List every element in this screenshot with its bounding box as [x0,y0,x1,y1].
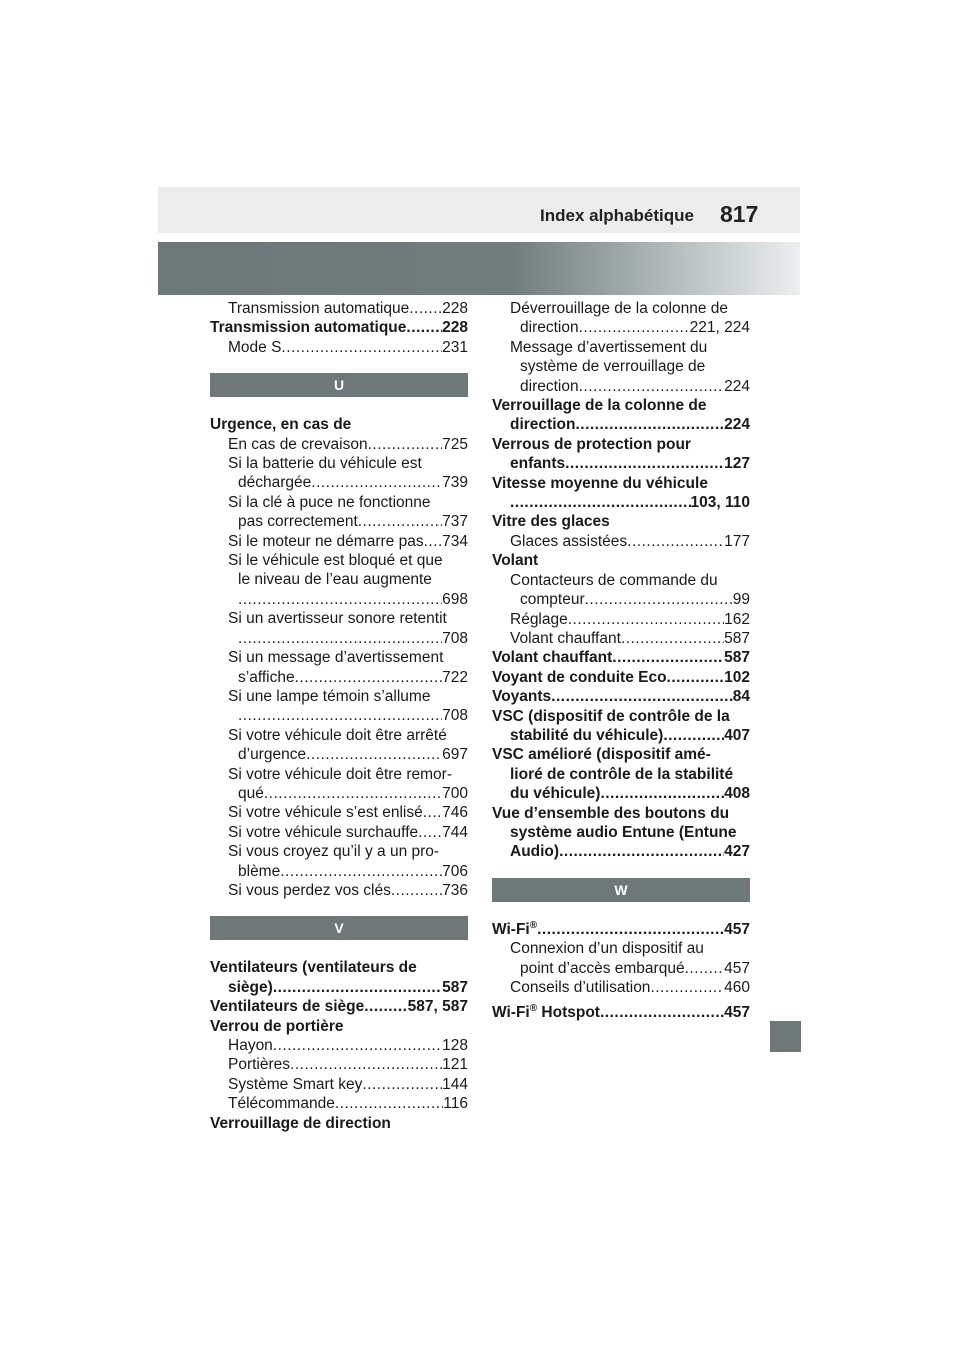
page-ref: 127 [724,455,750,473]
index-subentry [210,648,468,667]
index-subentry [210,299,468,318]
dot-leader [579,377,725,396]
index-entry [492,435,750,454]
index-subentry [492,532,750,551]
dot-leader [585,590,733,609]
entry-text: Contacteurs de commande du [510,571,718,589]
index-subentry [492,571,750,590]
index-entry [210,997,468,1016]
index-entry [492,454,750,473]
page-ref: 116 [443,1095,468,1113]
entry-text: Si votre véhicule doit être arrêté [228,726,447,744]
page-ref: 228 [442,319,468,337]
dot-leader [362,1075,442,1094]
dot-leader [368,435,443,454]
entry-text: lioré de contrôle de la stabilité [510,765,734,783]
entry-text: Si la batterie du véhicule est [228,455,422,473]
index-subentry [210,784,468,803]
dot-leader [575,415,724,434]
page-ref: 224 [724,416,750,434]
entry-text: enfants [510,455,566,473]
dot-leader [685,959,725,978]
index-entry [492,396,750,415]
index-subentry [210,803,468,822]
index-subentry [210,668,468,687]
index-subentry [210,473,468,492]
index-subentry [210,687,468,706]
entry-text: En cas de crevaison [228,435,368,453]
index-subentry [492,338,750,357]
entry-text: blème [238,862,281,880]
dot-leader [311,473,442,492]
entry-text: Ventilateurs de siège [210,998,365,1016]
index-subentry [210,435,468,454]
index-subentry [210,862,468,881]
index-entry [210,978,468,997]
page-ref: 587, 587 [407,998,468,1016]
entry-text: Si votre véhicule s’est enlisé [228,804,423,822]
index-entry [492,765,750,784]
entry-text: qué [238,784,264,802]
index-entry [492,415,750,434]
entry-text: Conseils d’utilisation [510,979,651,996]
entry-text: compteur [520,591,585,609]
dot-leader [290,1055,442,1074]
page-ref: 128 [442,1037,468,1054]
index-entry [492,707,750,726]
page-ref: 144 [442,1075,468,1093]
page-ref: 708 [442,707,468,725]
index-entry [492,687,750,706]
page-ref: 700 [442,784,468,802]
dot-leader [280,862,442,881]
index-entry [492,648,750,667]
entry-text: Glaces assistées [510,532,628,550]
index-subentry [492,377,750,396]
index-column-left [210,299,468,1133]
index-entry [492,512,750,531]
page-ref: 708 [442,629,468,647]
entry-text: Si une lampe témoin s’allume [228,687,431,705]
entry-text: Urgence, en cas de [210,416,352,434]
index-subentry [210,532,468,551]
page-ref: 739 [442,474,468,492]
dot-leader [568,610,724,629]
entry-text: stabilité du véhicule) [510,726,664,744]
index-subentry [210,551,468,570]
entry-text: point d’accès embarqué [520,959,685,977]
page-ref: 706 [442,862,468,880]
entry-text: pas correctement [238,513,358,531]
entry-text: Ventilateurs (ventilateurs de [210,959,417,977]
entry-text: Verrou de portière [210,1017,344,1035]
dot-leader [510,493,691,512]
index-entry [492,474,750,493]
index-entry [492,1003,750,1022]
entry-text: Transmission automatique [228,300,410,317]
dot-leader [358,512,442,531]
dot-leader [264,784,442,803]
entry-text: siège) [228,978,273,996]
entry-text: Vitre des glaces [492,513,610,531]
page-ref: 99 [732,591,750,609]
entry-text: Si un avertisseur sonore retentit [228,610,447,628]
header-bar [158,187,800,233]
entry-text: Vue d’ensemble des boutons du [492,804,730,822]
entry-text: Portières [228,1056,291,1074]
page-ref: 177 [724,532,750,550]
page-ref: 221, 224 [689,319,750,337]
index-subentry [492,318,750,337]
dot-leader [273,1036,442,1055]
page-ref: 736 [442,881,468,899]
page-ref: 103, 110 [690,494,750,512]
dot-leader [600,784,724,803]
section-letter-band: V [210,916,468,940]
index-subentry [210,1075,468,1094]
entry-text: système audio Entune (Entune [510,823,737,841]
index-subentry [210,765,468,784]
page-ref: 457 [724,920,750,938]
dot-leader [238,629,442,648]
entry-text: direction [520,377,579,395]
dot-leader [238,706,442,725]
index-subentry [210,338,468,357]
index-entry [210,318,468,337]
index-subentry [492,357,750,376]
index-column-right [492,299,750,1023]
index-subentry [492,299,750,318]
entry-text: Verrous de protection pour [492,435,691,453]
index-subentry [210,454,468,473]
index-entry [492,784,750,803]
dot-leader [281,338,442,357]
entry-text: le niveau de l’eau augmente [238,571,432,589]
dot-leader [335,1094,443,1113]
dot-leader [559,842,724,861]
index-subentry [492,629,750,648]
page-ref: 228 [442,300,468,317]
page-ref: 722 [442,668,468,686]
index-subentry [210,823,468,842]
entry-text: déchargée [238,474,312,492]
decorative-band [158,242,800,295]
entry-text: Hotspot [537,1004,600,1022]
index-entry [492,842,750,861]
dot-leader [537,920,724,939]
entry-text: Si le véhicule est bloqué et que [228,552,443,570]
index-subentry [210,1036,468,1055]
index-subentry [210,745,468,764]
index-subentry [210,512,468,531]
dot-leader [627,532,724,551]
page-ref: 744 [442,823,468,841]
entry-text: Mode S [228,338,282,356]
entry-text: Vitesse moyenne du véhicule [492,474,708,492]
index-subentry [210,1055,468,1074]
entry-text: du véhicule) [510,785,601,803]
section-tab [770,1021,801,1052]
entry-text: direction [510,416,576,434]
page-ref: 102 [724,668,750,686]
dot-leader [621,629,724,648]
page-ref: 408 [724,785,750,803]
index-entry [492,493,750,512]
index-subentry [210,629,468,648]
dot-leader [579,318,690,337]
page-number: 817 [720,201,759,227]
dot-leader [565,454,724,473]
index-entry [492,668,750,687]
entry-text: Si le moteur ne démarre pas [228,532,424,550]
entry-text: d’urgence [238,746,307,764]
page-title: Index alphabétique [540,206,694,225]
page-ref: 734 [442,532,468,550]
entry-text: Hayon [228,1037,273,1054]
index-entry [492,551,750,570]
dot-leader [424,532,443,551]
page-ref: 460 [724,979,750,996]
dot-leader [600,1003,724,1022]
entry-text: Volant chauffant [510,629,621,647]
index-entry [210,958,468,977]
page-ref: 457 [724,1004,750,1022]
entry-text: VSC amélioré (dispositif amé- [492,746,711,764]
entry-text: Réglage [510,610,568,628]
entry-text: Wi-Fi [492,920,530,938]
entry-text: Audio) [510,843,560,861]
index-entry [210,1114,468,1133]
dot-leader [391,881,442,900]
page-ref: 587 [442,978,468,996]
index-subentry [492,939,750,958]
dot-leader [551,687,733,706]
index-subentry [210,881,468,900]
dot-leader [650,978,724,997]
index-entry [492,726,750,745]
entry-text: Voyant de conduite Eco [492,668,667,686]
page-ref: 427 [724,843,750,861]
index-subentry [210,706,468,725]
entry-text: Si vous perdez vos clés [228,881,391,899]
page-ref: 162 [724,610,750,628]
page-ref: 737 [442,513,468,531]
dot-leader [295,668,443,687]
entry-text: Télécommande [228,1095,335,1113]
index-entry [492,804,750,823]
entry-text: Volant chauffant [492,649,613,667]
page-ref: 587 [724,649,750,667]
index-subentry [210,609,468,628]
entry-text: Wi-Fi [492,1004,530,1022]
dot-leader [406,318,442,337]
entry-text: Verrouillage de la colonne de [492,397,707,415]
entry-text: Si votre véhicule doit être remor- [228,765,452,783]
index-entry [210,1017,468,1036]
index-entry [492,920,750,939]
index-subentry [210,570,468,589]
dot-leader [663,726,724,745]
index-subentry [210,590,468,609]
page-ref: 224 [724,377,750,395]
index-subentry [492,959,750,978]
page-ref: 231 [442,338,468,356]
index-subentry [210,1094,468,1113]
entry-text: direction [520,319,579,337]
entry-text: s’affiche [238,668,295,686]
index-subentry [210,842,468,861]
entry-text: Voyants [492,688,552,706]
registered-mark: ® [529,919,538,931]
index-subentry [210,493,468,512]
page-ref: 725 [442,435,468,453]
index-subentry [492,978,750,997]
dot-leader [418,823,442,842]
entry-text: Verrouillage de direction [210,1114,391,1132]
page-ref: 587 [724,629,750,647]
dot-leader [423,803,442,822]
dot-leader [238,590,442,609]
entry-text: Si votre véhicule surchauffe [228,823,419,841]
section-letter-band: U [210,373,468,397]
index-entry [492,745,750,764]
entry-text: Système Smart key [228,1075,363,1093]
page-ref: 457 [724,959,750,977]
dot-leader [273,978,442,997]
entry-text: Si la clé à puce ne fonctionne [228,493,431,511]
dot-leader [364,997,407,1016]
index-entry [492,823,750,842]
page-ref: 698 [442,590,468,608]
index-subentry [492,610,750,629]
index-subentry [492,590,750,609]
entry-text: système de verrouillage de [520,358,706,376]
dot-leader [612,648,724,667]
entry-text: Transmission automatique [210,319,407,337]
page-ref: 121 [442,1056,468,1074]
entry-text: Message d’avertissement du [510,338,708,356]
entry-text: Si un message d’avertissement [228,649,444,667]
index-entry [210,415,468,434]
registered-mark: ® [529,1003,538,1015]
section-letter-band: W [492,878,750,902]
dot-leader [409,299,442,318]
entry-text: Si vous croyez qu’il y a un pro- [228,843,440,861]
entry-text: Volant [492,552,539,570]
page-ref: 697 [442,746,468,764]
page-ref: 84 [732,688,750,706]
entry-text: Connexion d’un dispositif au [510,940,704,958]
dot-leader [667,668,725,687]
page-ref: 407 [724,726,750,744]
index-subentry [210,726,468,745]
entry-text: VSC (dispositif de contrôle de la [492,707,730,725]
dot-leader [306,745,442,764]
entry-text: Déverrouillage de la colonne de [510,300,729,317]
page-ref: 746 [442,804,468,822]
